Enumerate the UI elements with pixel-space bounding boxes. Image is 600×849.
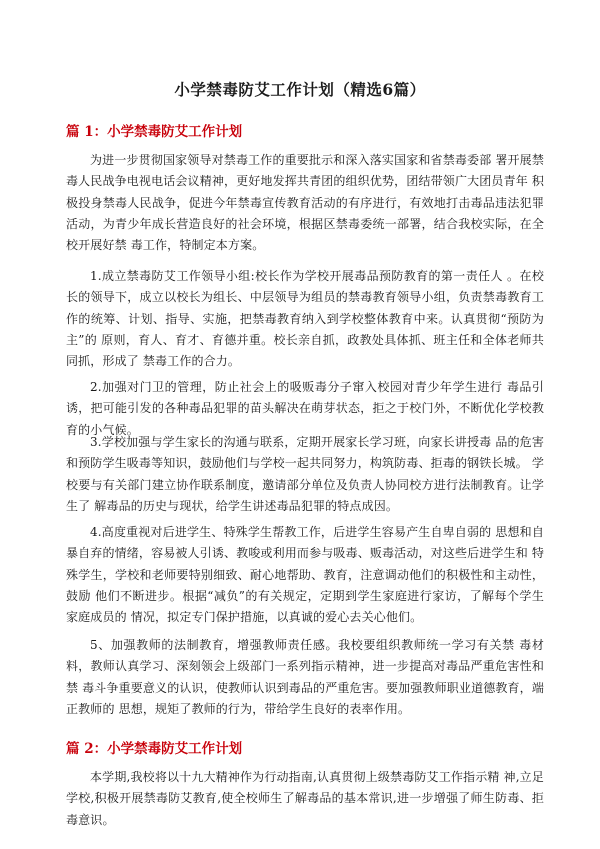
paragraph: 1.成立禁毒防艾工作领导小组:校长作为学校开展毒品预防教育的第一责任人 。在校长的领导下，成立以校长为组长、中层领导为组员的禁毒教育领导小组，负责禁毒教育工 作的统筹、计划、指导、实施，把禁毒教育纳入到学校整体教育中来。认真贯彻“预防为主”的 原则，育人、育才、育德并重。校长亲自抓，政教处具体抓、班主任和全体老师共同抓，形成了 禁毒工作的合力。 bbox=[66, 269, 544, 369]
paragraph: 本学期,我校将以十九大精神作为行动指南,认真贯彻上级禁毒防艾工作指示精 神,立足学校,积极开展禁毒防艾教育,使全校师生了解毒品的基本常识,进一步增强了师生防毒、拒 毒意识。 bbox=[66, 770, 544, 827]
paragraph: 2.加强对门卫的管理，防止社会上的吸贩毒分子窜入校园对青少年学生进行 毒品引诱，把可能引发的各种毒品犯罪的苗头解决在萌芽状态，拒之于校门外，不断优化学校教 育的小气候。 bbox=[66, 380, 544, 437]
paragraph: 3.学校加强与学生家长的沟通与联系，定期开展家长学习班，向家长讲授毒 品的危害和预防学生吸毒等知识，鼓励他们与学校一起共同努力，构筑防毒、拒毒的钢铁长城。 学校要与有关部门建立协作联系制度，邀请部分单位及负责人协同校方进行法制教育。让学生了 解毒品的历史与现状，给学生讲述毒品犯罪的特点成因。 bbox=[66, 435, 544, 513]
paragraph: 5、加强教师的法制教育，增强教师责任感。我校要组织教师统一学习有关禁 毒材料，教师认真学习、深刻领会上级部门一系列指示精神，进一步提高对毒品严重危害性和禁 毒斗争重要意义的认识，使教师认识到毒品的严重危害。要加强教师职业道德教育，端正教师的 思想，规矩了教师的行为，带给学生良好的表率作用。 bbox=[66, 638, 544, 716]
paragraph: 4.高度重视对后进学生、特殊学生帮教工作，后进学生容易产生自卑自弱的 思想和自暴自弃的情绪，容易被人引诱、教唆或利用而参与吸毒、贩毒活动，对这些后进学生和 特殊学生，学校和老师要特别细致、耐心地帮助、教育，注意调动他们的积极性和主动性，鼓励 他们不断进步。根据“减负”的有关规定，定期到学生家庭进行家访，了解每个学生家庭成员的 情况，拟定专门保护措施，以真诚的爱心去关心他们。 bbox=[66, 525, 544, 625]
paragraph: 为进一步贯彻国家领导对禁毒工作的重要批示和深入落实国家和省禁毒委部 署开展禁毒人民战争电视电话会议精神，更好地发挥共青团的组织优势，团结带领广大团员青年 积极投身禁毒人民战争，促进今年禁毒宣传教育活动的有序进行，有效地打击毒品违法犯罪活动，为青少年成长营造良好的社会环境，根据区禁毒委统一部署，结合我校实际，在全校开展好禁 毒工作，特制定本方案。 bbox=[66, 153, 544, 253]
document-title: 小学禁毒防艾工作计划（精选6篇） bbox=[174, 80, 426, 99]
section-heading-2: 篇 2：小学禁毒防艾工作计划 bbox=[66, 741, 243, 757]
section-heading-1: 篇 1：小学禁毒防艾工作计划 bbox=[66, 124, 243, 140]
